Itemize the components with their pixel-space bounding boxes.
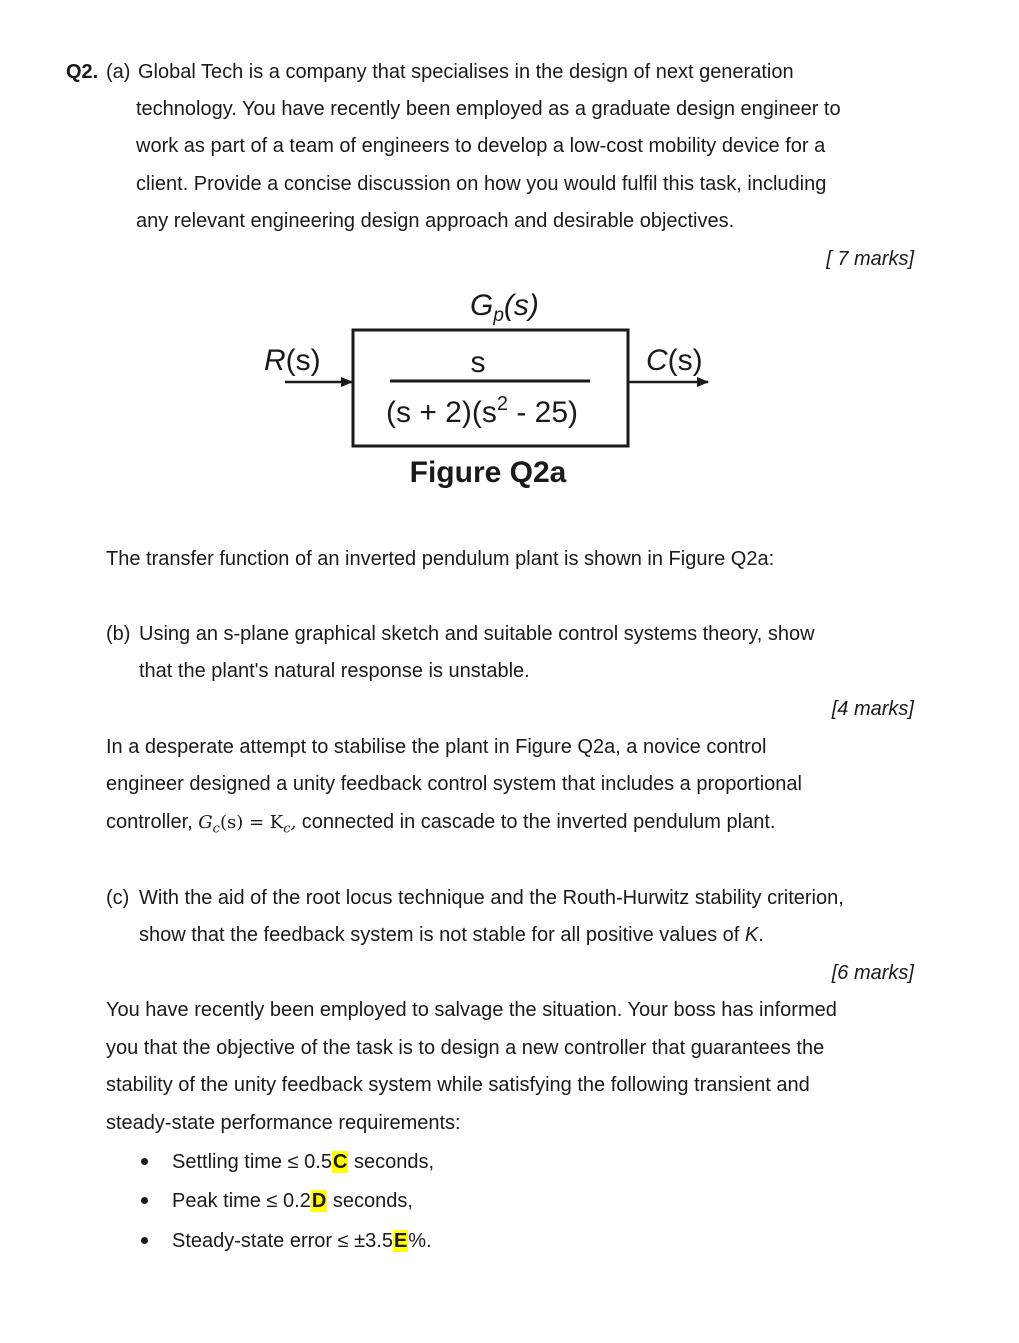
paragraph-3-line: You have recently been employed to salvage the situation. Your boss has informed [106, 999, 837, 1021]
part-a-line: technology. You have recently been employed as a graduate design engineer to [136, 98, 841, 120]
part-a-line: any relevant engineering design approach and desirable objectives. [136, 210, 735, 232]
block-label: $G_p(s)$ [470, 289, 539, 326]
requirement-unit: seconds, [348, 1151, 435, 1173]
tf-numerator: s [470, 346, 486, 379]
bullet [141, 1158, 148, 1165]
math-g: G [198, 812, 213, 833]
output-label: C(s) [646, 344, 703, 377]
controller-equation [198, 812, 297, 837]
part-c-line [139, 923, 764, 947]
requirement-unit: %. [408, 1230, 432, 1252]
controller-suffix: connected in cascade to the inverted pendulum plant. [296, 811, 776, 833]
highlighted-variable: E [393, 1230, 408, 1252]
part-a-label: (a) [106, 61, 131, 83]
requirement-unit: seconds, [327, 1190, 413, 1212]
highlighted-variable: C [332, 1151, 348, 1173]
paragraph-2-line: In a desperate attempt to stabilise the plant in Figure Q2a, a novice control [106, 736, 767, 758]
k-symbol: K [744, 924, 759, 946]
block-diagram [0, 280, 1019, 500]
paragraph-3-line: you that the objective of the task is to design a new controller that guarantees the [106, 1037, 825, 1059]
paragraph-2-line [106, 810, 775, 842]
bullet [141, 1237, 148, 1244]
figure-caption: Figure Q2a [409, 456, 567, 489]
part-a-marks: [ 7 marks] [826, 248, 914, 270]
math-sub-c: c [212, 821, 220, 837]
math-mid: (s) = K [219, 812, 284, 833]
part-c-line: With the aid of the root locus technique and the Routh-Hurwitz stability criterion, [139, 887, 844, 909]
intro-text: The transfer function of an inverted pendulum plant is shown in Figure Q2a: [106, 548, 775, 570]
paragraph-2-line: engineer designed a unity feedback control system that includes a proportional [106, 773, 802, 795]
part-b-line: that the plant's natural response is unstable. [139, 660, 530, 682]
part-b-marks: [4 marks] [831, 698, 914, 720]
input-label: R(s) [264, 344, 321, 377]
requirement-text: Steady-state error ≤ ±3.5 [172, 1230, 393, 1252]
requirement-text: Peak time ≤ 0.2 [172, 1190, 311, 1212]
part-c-label: (c) [106, 887, 130, 909]
part-b-line: Using an s-plane graphical sketch and suitable control systems theory, show [139, 623, 815, 645]
requirement-text: Settling time ≤ 0.5 [172, 1151, 332, 1173]
math-comma: , [290, 812, 297, 833]
part-a-line: work as part of a team of engineers to develop a low-cost mobility device for a [136, 135, 826, 157]
controller-prefix: controller, [106, 811, 199, 833]
part-b-label: (b) [106, 623, 131, 645]
bullet [141, 1197, 148, 1204]
question-number: Q2. [66, 61, 99, 83]
tf-denominator: $(s + 2)(s^2 - 25)$ [386, 393, 579, 429]
part-a-line: client. Provide a concise discussion on how you would fulfil this task, including [136, 173, 827, 195]
part-a-line: Global Tech is a company that specialises in the design of next generation [138, 61, 794, 83]
math-sub-c: c [283, 821, 291, 837]
part-c-text: show that the feedback system is not stable for all positive values of [139, 924, 745, 946]
highlighted-variable: D [311, 1190, 327, 1212]
paragraph-3-line: stability of the unity feedback system while satisfying the following transient and [106, 1074, 810, 1096]
part-c-marks: [6 marks] [831, 962, 914, 984]
paragraph-3-line: steady-state performance requirements: [106, 1112, 461, 1134]
period: . [758, 924, 764, 946]
